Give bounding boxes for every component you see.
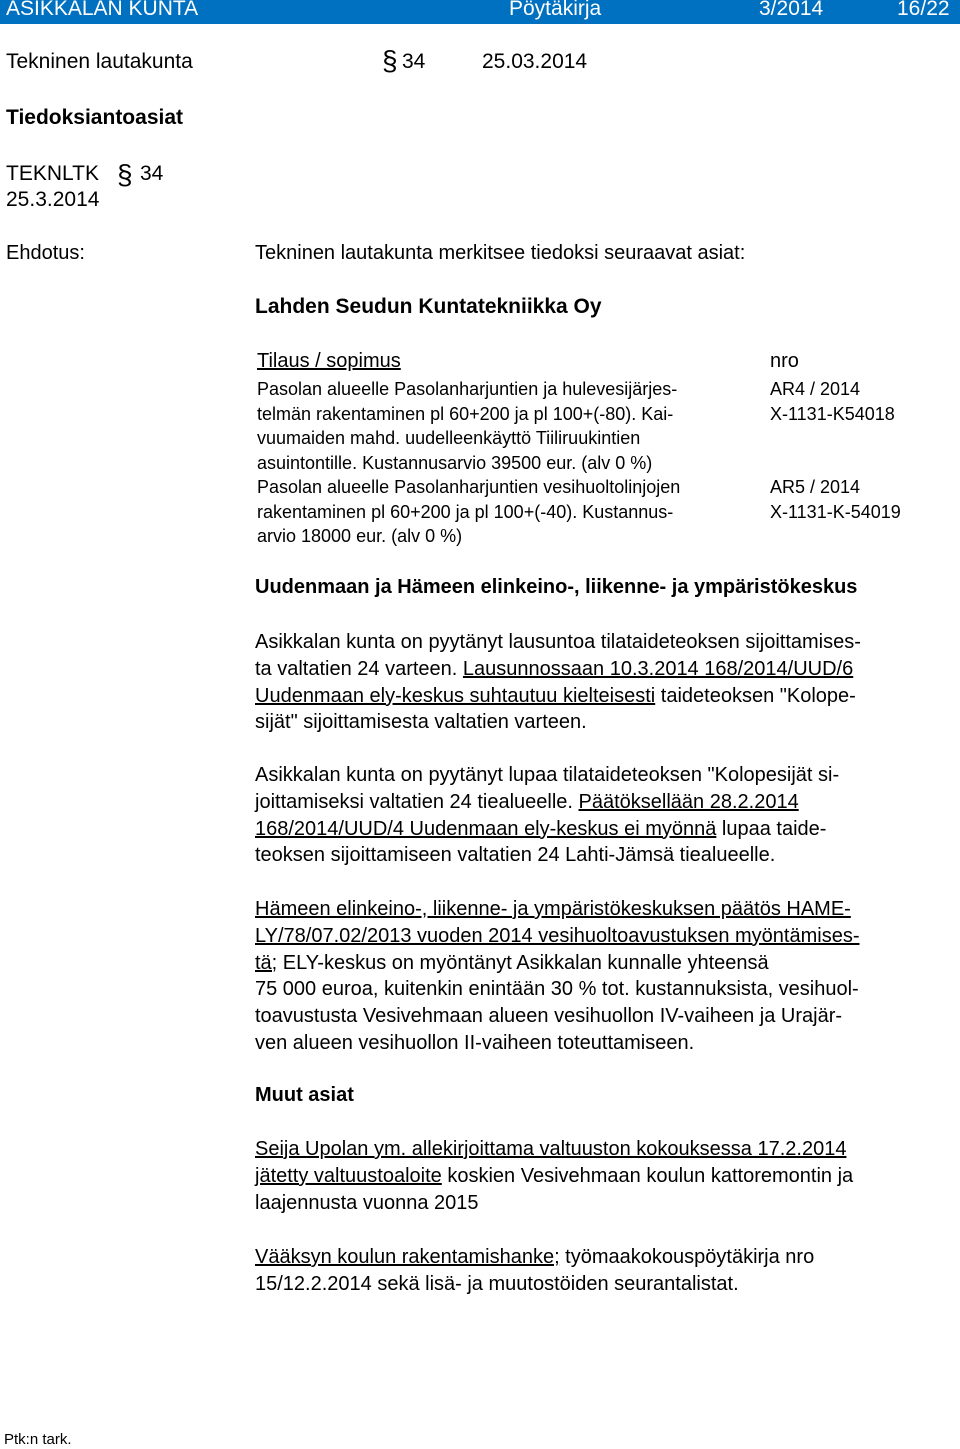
ely-paragraph-2 — [255, 762, 955, 869]
underlined-text: Päätöksellään 28.2.2014 — [578, 790, 799, 813]
lsk-heading: Lahden Seudun Kuntatekniikka Oy — [255, 295, 602, 318]
text-line — [255, 1163, 955, 1190]
text-line: sijät" sijoittamisesta valtatien varteen. — [255, 711, 587, 734]
order-row-2-nro — [770, 475, 901, 524]
section-sign-icon — [382, 44, 398, 76]
meeting-date: 25.03.2014 — [482, 50, 588, 73]
text-line — [255, 683, 955, 710]
text-line — [255, 1244, 955, 1271]
proposal-label: Ehdotus: — [6, 242, 85, 264]
text-span: koskien Vesivehmaan koulun kattoremontin ja — [441, 1164, 854, 1187]
ely-heading: Uudenmaan ja Hämeen elinkeino-, liikenne- ja ympäristökeskus — [255, 576, 858, 598]
section-sign-icon — [117, 158, 133, 190]
underlined-text: LY/78/07.02/2013 vuoden 2014 vesihuoltoavustuksen myöntämises- — [255, 924, 860, 947]
order-row-2-line: arvio 18000 eur. (alv 0 %) — [257, 526, 463, 546]
text-span: lupaa taide- — [716, 817, 827, 840]
svg-text:§: § — [117, 159, 133, 190]
text-line: 75 000 euroa, kuitenkin enintään 30 % tot. kustannuksista, vesihuol- — [255, 978, 859, 1001]
ely-paragraph-3 — [255, 896, 955, 1057]
other-paragraph-1 — [255, 1136, 955, 1216]
nro-value: X-1131-K54018 — [770, 403, 895, 424]
text-line: toavustusta Vesivehmaan alueen vesihuollon IV-vaiheen ja Urajär- — [255, 1005, 843, 1028]
text-span: ta valtatien 24 varteen. — [255, 657, 463, 680]
nro-value: AR5 / 2014 — [770, 477, 861, 497]
other-paragraph-2 — [255, 1244, 955, 1298]
text-line: 15/12.2.2014 sekä lisä- ja muutostöiden seurantalistat. — [255, 1272, 739, 1295]
footer-check-label: Ptk:n tark. — [4, 1431, 72, 1448]
order-row-1-nro — [770, 377, 895, 426]
doc-type: Pöytäkirja — [509, 0, 602, 20]
other-heading: Muut asiat — [255, 1084, 354, 1106]
board-name: Tekninen lautakunta — [6, 50, 193, 73]
order-column-header: Tilaus / sopimus — [257, 350, 401, 372]
underlined-text: Lausunnossaan 10.3.2014 168/2014/UUD/6 — [462, 657, 854, 680]
order-row-1 — [257, 377, 677, 475]
underlined-text: Hämeen elinkeino-, liikenne- ja ympäristökeskuksen päätös HAME- — [255, 898, 851, 920]
order-row-2 — [257, 475, 680, 549]
text-line: teoksen sijoittamiseen valtatien 24 Lahti-Jämsä tiealueelle. — [255, 844, 776, 867]
text-line: Asikkalan kunta on pyytänyt lupaa tilataideteoksen "Kolopesijät si- — [255, 764, 840, 786]
underlined-text: tä; — [255, 951, 278, 974]
text-line — [255, 789, 955, 816]
section-number: 34 — [402, 50, 426, 73]
page-number: 16/22 — [897, 0, 950, 20]
order-row-2-line: rakentaminen pl 60+200 ja pl 100+(-40). Kustannus- — [257, 501, 674, 522]
order-row-1-line: Pasolan alueelle Pasolanharjuntien ja hulevesijärjes- — [257, 379, 678, 399]
order-row-1-line: asuintontille. Kustannusarvio 39500 eur. (alv 0 %) — [257, 452, 653, 473]
order-row-1-line: telmän rakentaminen pl 60+200 ja pl 100+(-80). Kai- — [257, 403, 674, 424]
text-line: laajennusta vuonna 2015 — [255, 1191, 479, 1214]
text-span: taideteoksen "Kolope- — [655, 684, 856, 707]
text-line — [255, 950, 955, 977]
item-ref-date: 25.3.2014 — [6, 188, 100, 211]
item-title: Tiedoksiantoasiat — [6, 106, 184, 129]
text-span: joittamiseksi valtatien 24 tiealueelle. — [255, 790, 579, 813]
org-name: ASIKKALAN KUNTA — [6, 0, 199, 20]
order-row-2-line: Pasolan alueelle Pasolanharjuntien vesihuoltolinjojen — [257, 477, 681, 497]
text-span: ELY-keskus on myöntänyt Asikkalan kunnalle yhteensä — [277, 951, 769, 974]
text-line — [255, 656, 955, 683]
order-row-1-line: vuumaiden mahd. uudelleenkäyttö Tiiliruukintien — [257, 428, 641, 448]
underlined-text: Seija Upolan ym. allekirjoittama valtuuston kokouksessa 17.2.2014 — [255, 1138, 847, 1160]
underlined-text: 168/2014/UUD/4 Uudenmaan ely-keskus ei myönnä — [255, 817, 717, 840]
text-line — [255, 816, 955, 843]
underlined-text: Uudenmaan ely-keskus suhtautuu kielteisesti — [255, 684, 656, 707]
doc-number: 3/2014 — [759, 0, 824, 20]
svg-text:§: § — [382, 45, 398, 76]
nro-column-header: nro — [770, 350, 799, 372]
item-ref-number: 34 — [140, 162, 164, 185]
text-line: Asikkalan kunta on pyytänyt lausuntoa tilataideteoksen sijoittamises- — [255, 631, 861, 653]
underlined-text: Vääksyn koulun rakentamishanke; — [255, 1246, 560, 1268]
ely-paragraph-1 — [255, 629, 955, 736]
text-line: ven alueen vesihuollon II-vaiheen toteuttamiseen. — [255, 1031, 695, 1054]
text-span: työmaakokouspöytäkirja nro — [559, 1246, 815, 1268]
item-ref-prefix: TEKNLTK — [6, 162, 99, 185]
proposal-intro: Tekninen lautakunta merkitsee tiedoksi seuraavat asiat: — [255, 242, 746, 264]
nro-value: AR4 / 2014 — [770, 379, 861, 399]
underlined-text: jätetty valtuustoaloite — [255, 1164, 442, 1187]
nro-value: X-1131-K-54019 — [770, 501, 901, 522]
